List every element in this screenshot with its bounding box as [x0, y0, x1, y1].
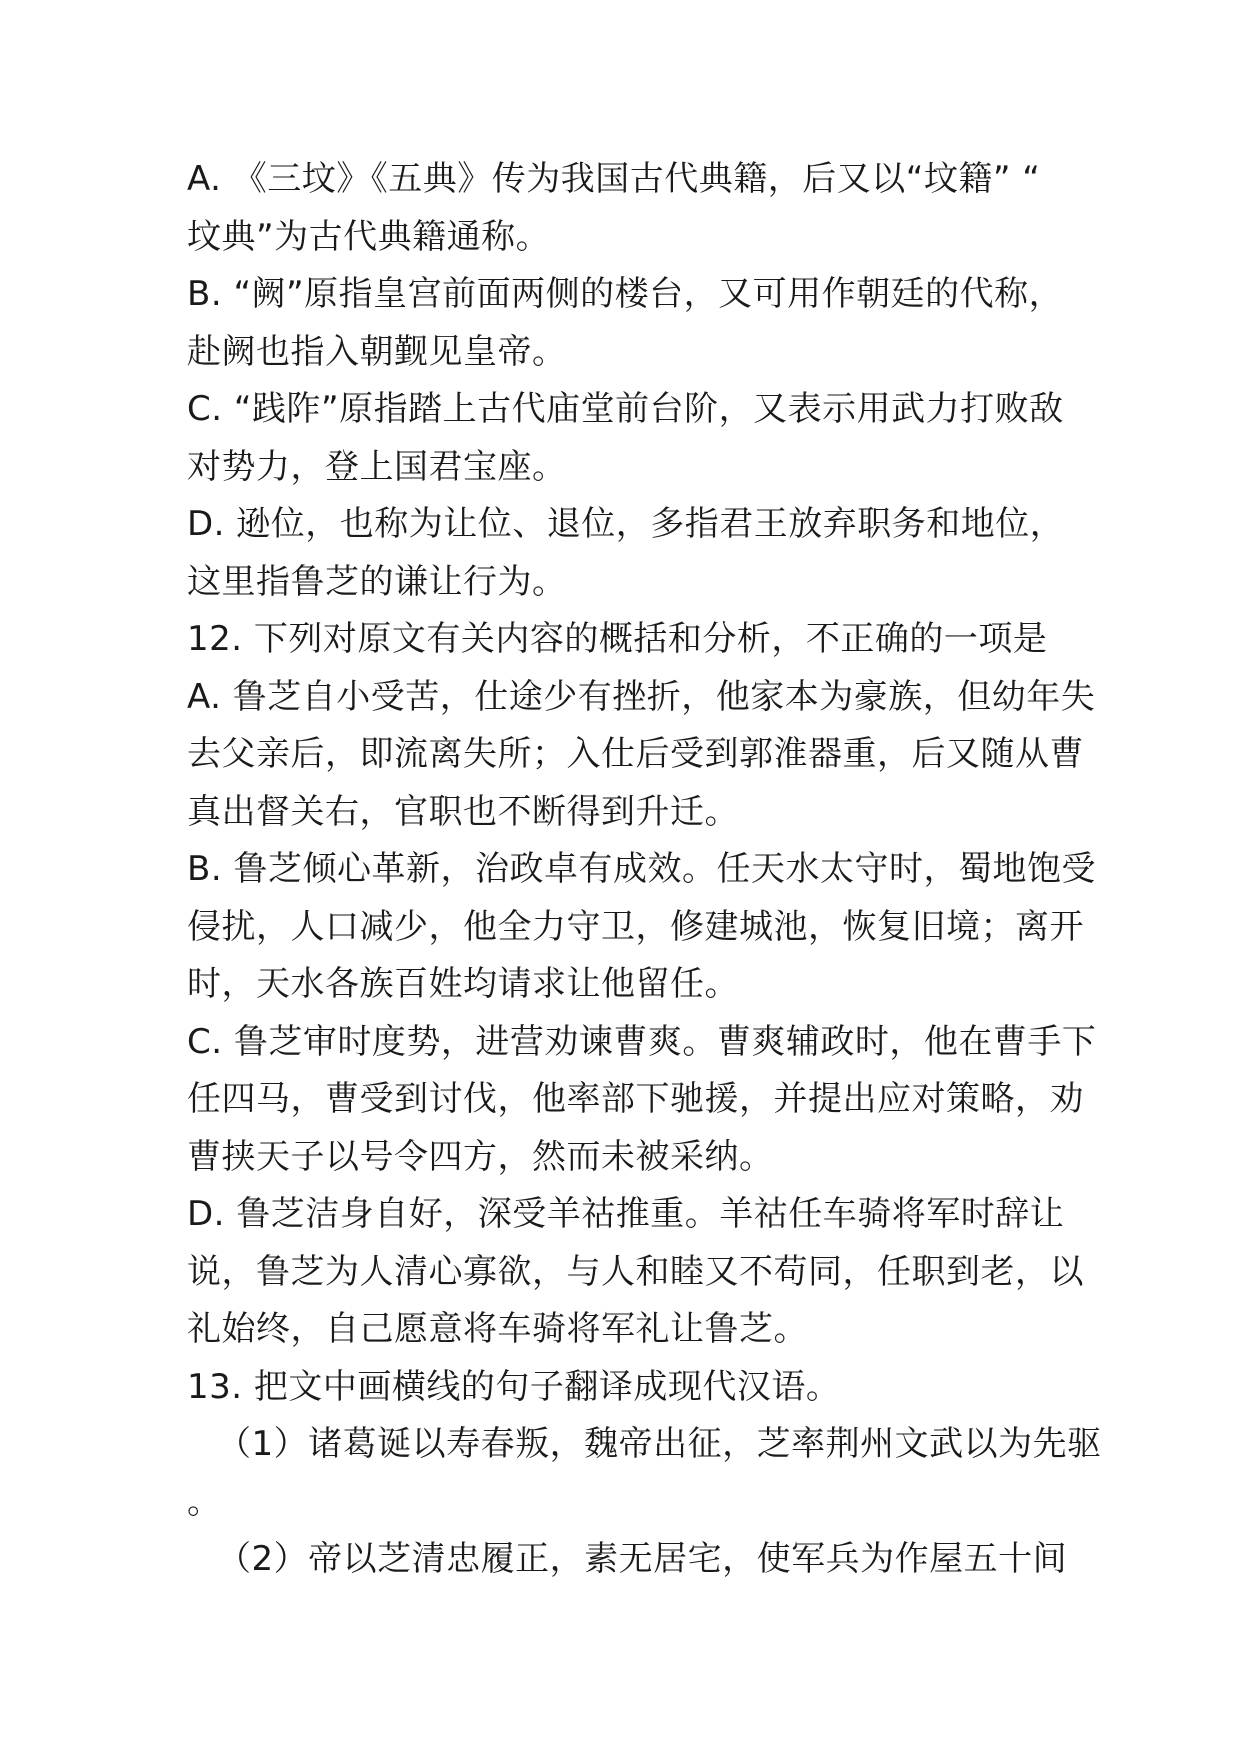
- text-line: B. 鲁芝倾心革新，治政卓有成效。任天水太守时，蜀地饱受: [187, 849, 1096, 889]
- q12-option-a: [187, 669, 1096, 842]
- text-line: D. 逊位，也称为让位、退位，多指君王放弃职务和地位，: [187, 504, 1065, 544]
- text-line: 时，天水各族百姓均请求让他留任。: [187, 964, 739, 1004]
- text-line: A. 鲁芝自小受苦，仕途少有挫折，他家本为豪族，但幼年失: [187, 676, 1096, 717]
- text-line: （1）诸葛诞以寿春叛，魏帝出征，芝率荆州文武以为先驱: [217, 1424, 1102, 1464]
- text-line: 任四马，曹受到讨伐，他率部下驰援，并提出应对策略，劝: [187, 1079, 1084, 1119]
- text-line: 礼始终，自己愿意将车骑将军礼让鲁芝。: [187, 1309, 808, 1349]
- text-line: 。: [187, 1481, 222, 1522]
- text-line: 曹挟天子以号令四方，然而未被采纳。: [187, 1136, 774, 1177]
- q13-stem: 13. 把文中画横线的句子翻译成现代汉语。: [187, 1366, 841, 1407]
- q11-option-a: [187, 151, 1067, 266]
- text-line: C. “践阼”原指踏上古代庙堂前台阶，又表示用武力打败敌: [187, 389, 1064, 429]
- q11-option-b: [187, 266, 1067, 381]
- text-line: （2）帝以芝清忠履正，素无居宅，使军兵为作屋五十间: [217, 1539, 1068, 1579]
- q11-option-c: [187, 381, 1067, 496]
- text-line: 赴阙也指入朝觐见皇帝。: [187, 331, 567, 372]
- q12-stem: 12. 下列对原文有关内容的概括和分析，不正确的一项是: [187, 619, 1048, 659]
- text-line: A. 《三坟》《五典》传为我国古代典籍，后又以“坟籍” “: [187, 159, 1041, 199]
- q12-option-d: [187, 1186, 1084, 1359]
- text-line: B. “阙”原指皇宫前面两侧的楼台，又可用作朝廷的代称，: [187, 274, 1064, 314]
- text-line: C. 鲁芝审时度势，进营劝谏曹爽。曹爽辅政时，他在曹手下: [187, 1021, 1097, 1062]
- q13-item-1: [187, 1416, 1102, 1531]
- text-line: 侵扰，人口减少，他全力守卫，修建城池，恢复旧境；离开: [187, 906, 1084, 947]
- document-page: [187, 151, 1102, 1589]
- q12-option-b: [187, 841, 1096, 1014]
- text-line: 真出督关右，官职也不断得到升迁。: [187, 791, 739, 832]
- text-line: 这里指鲁芝的谦让行为。: [187, 561, 567, 602]
- q13-item-2: [187, 1531, 1067, 1589]
- q12-option-c: [187, 1014, 1097, 1187]
- text-line: 坟典”为古代典籍通称。: [187, 216, 551, 257]
- text-line: D. 鲁芝洁身自好，深受羊祜推重。羊祜任车骑将军时辞让: [187, 1194, 1065, 1234]
- text-line: 说，鲁芝为人清心寡欲，与人和睦又不苟同，任职到老，以: [187, 1251, 1084, 1292]
- q11-option-d: [187, 496, 1067, 611]
- text-line: 去父亲后，即流离失所；入仕后受到郭淮器重，后又随从曹: [187, 734, 1084, 774]
- text-line: 对势力，登上国君宝座。: [187, 446, 567, 487]
